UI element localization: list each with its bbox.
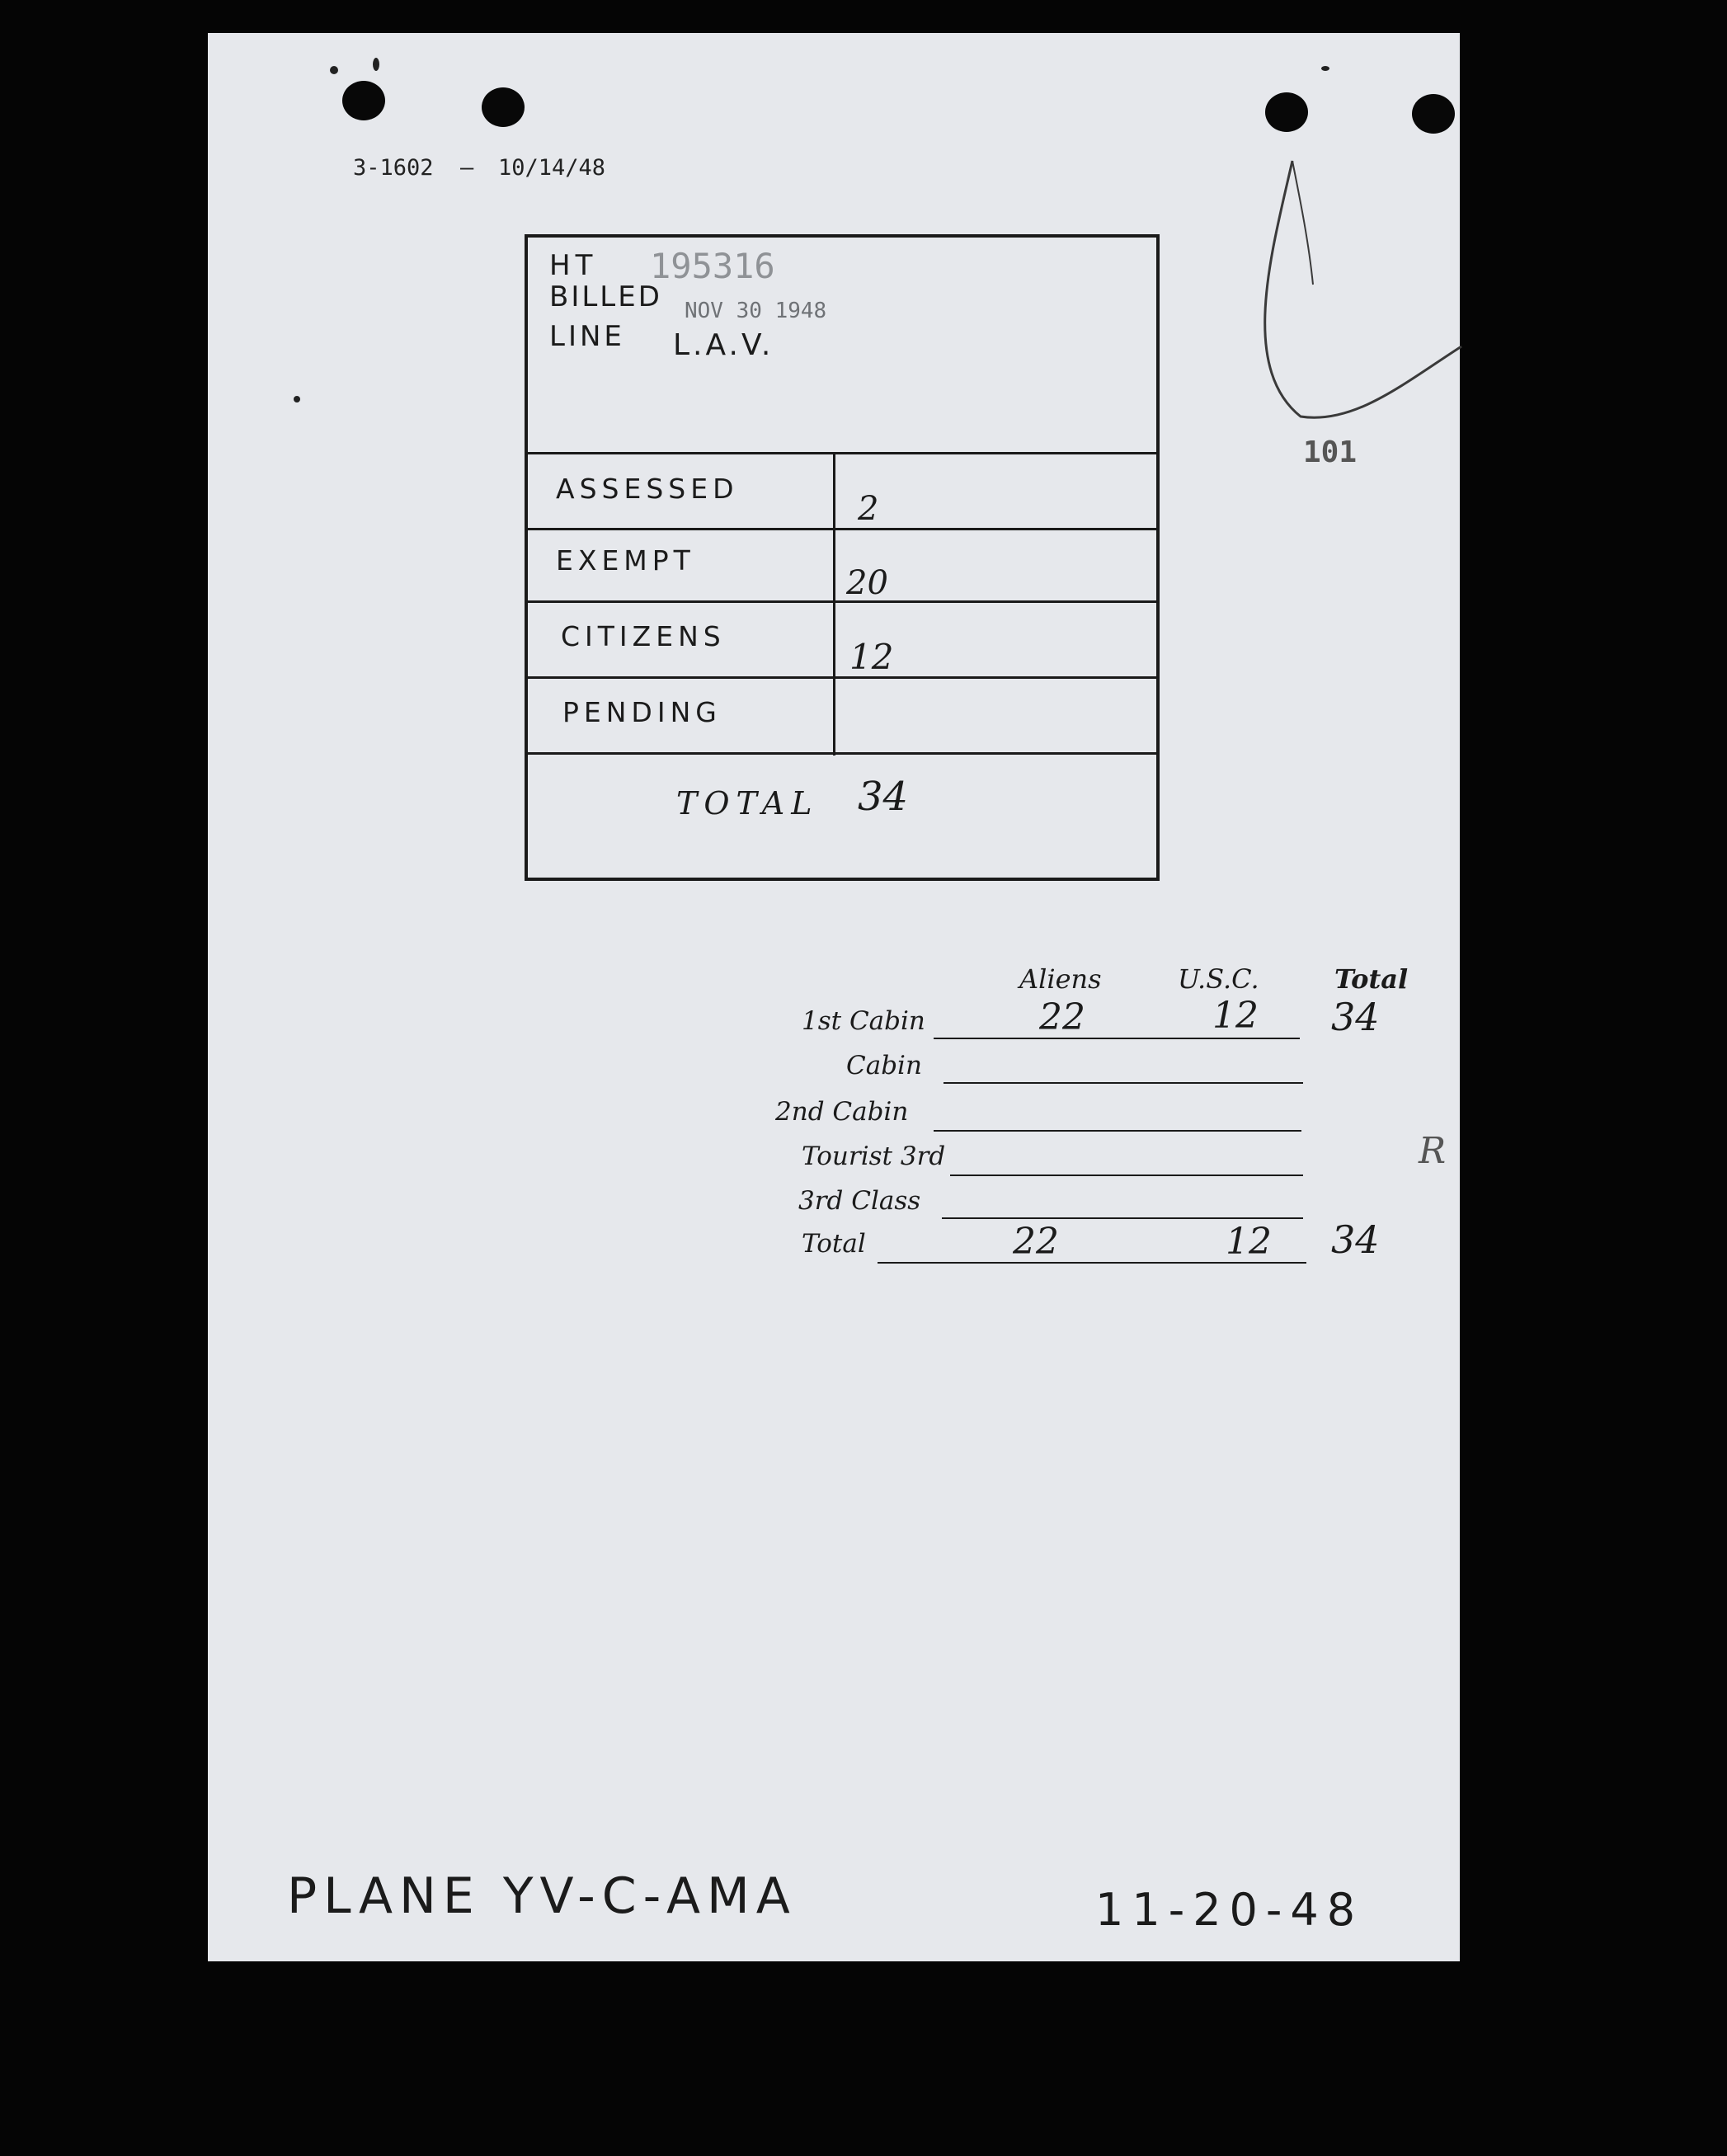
- box-divider: [528, 528, 1156, 530]
- box-column-divider: [833, 452, 835, 756]
- punch-hole: [342, 81, 385, 120]
- check-mark-icon: [1189, 153, 1470, 466]
- file-code: 3-1602: [353, 155, 434, 181]
- box-divider: [528, 676, 1156, 679]
- box-divider: [528, 452, 1156, 454]
- row-label-3rd-class: 3rd Class: [798, 1186, 921, 1216]
- speck: [294, 396, 300, 402]
- exempt-value: 20: [846, 564, 888, 602]
- punch-hole: [1265, 92, 1308, 132]
- row-label-total: Total: [802, 1229, 866, 1259]
- footer-date: 11-20-48: [1095, 1884, 1364, 1936]
- total-value: 34: [858, 774, 909, 820]
- punch-hole: [482, 87, 525, 127]
- speck: [373, 58, 379, 71]
- row-label-cabin: Cabin: [846, 1051, 922, 1080]
- row-1st-cabin-aliens: 22: [1039, 996, 1085, 1038]
- box-divider: [528, 752, 1156, 755]
- assessed-value: 2: [858, 490, 879, 528]
- billed-date: NOV 30 1948: [685, 299, 827, 323]
- row-total-aliens: 22: [1013, 1221, 1059, 1263]
- row-label-tourist-3rd: Tourist 3rd: [802, 1142, 946, 1171]
- box-divider: [528, 600, 1156, 603]
- citizens-label: CITIZENS: [561, 620, 726, 652]
- row-underline: [942, 1217, 1303, 1219]
- ht-number: 195316: [650, 246, 775, 286]
- exempt-label: EXEMPT: [556, 544, 695, 577]
- row-label-1st-cabin: 1st Cabin: [802, 1006, 925, 1036]
- line-label: LINE: [549, 320, 625, 353]
- row-label-2nd-cabin: 2nd Cabin: [775, 1097, 909, 1127]
- pending-label: PENDING: [562, 696, 722, 728]
- row-underline: [934, 1130, 1301, 1132]
- citizens-value: 12: [849, 637, 894, 677]
- speck: [330, 66, 338, 74]
- header-separator: —: [460, 155, 474, 181]
- punch-hole: [1412, 94, 1455, 134]
- speck: [1321, 66, 1329, 71]
- folio-number: 101: [1303, 435, 1358, 469]
- header-date: 10/14/48: [498, 155, 606, 181]
- column-aliens: Aliens: [1019, 963, 1102, 995]
- plane-note: PLANE YV-C-AMA: [287, 1867, 797, 1925]
- row-1st-cabin-total: 34: [1331, 995, 1380, 1039]
- line-value: L.A.V.: [673, 328, 774, 362]
- assessed-label: ASSESSED: [556, 473, 739, 505]
- row-underline: [934, 1038, 1300, 1039]
- ht-label: HT: [549, 249, 598, 282]
- billed-label: BILLED: [549, 280, 662, 313]
- total-label: TOTAL: [676, 785, 819, 821]
- row-underline: [950, 1175, 1303, 1176]
- margin-mark: R: [1419, 1130, 1447, 1172]
- row-underline: [943, 1082, 1303, 1084]
- row-1st-cabin-usc: 12: [1212, 995, 1259, 1037]
- column-usc: U.S.C.: [1178, 963, 1259, 995]
- document-page: [208, 33, 1460, 1961]
- row-total-usc: 12: [1226, 1221, 1272, 1263]
- row-total-total: 34: [1331, 1217, 1380, 1262]
- column-total: Total: [1334, 963, 1409, 995]
- ht-stamp-box: [525, 234, 1160, 881]
